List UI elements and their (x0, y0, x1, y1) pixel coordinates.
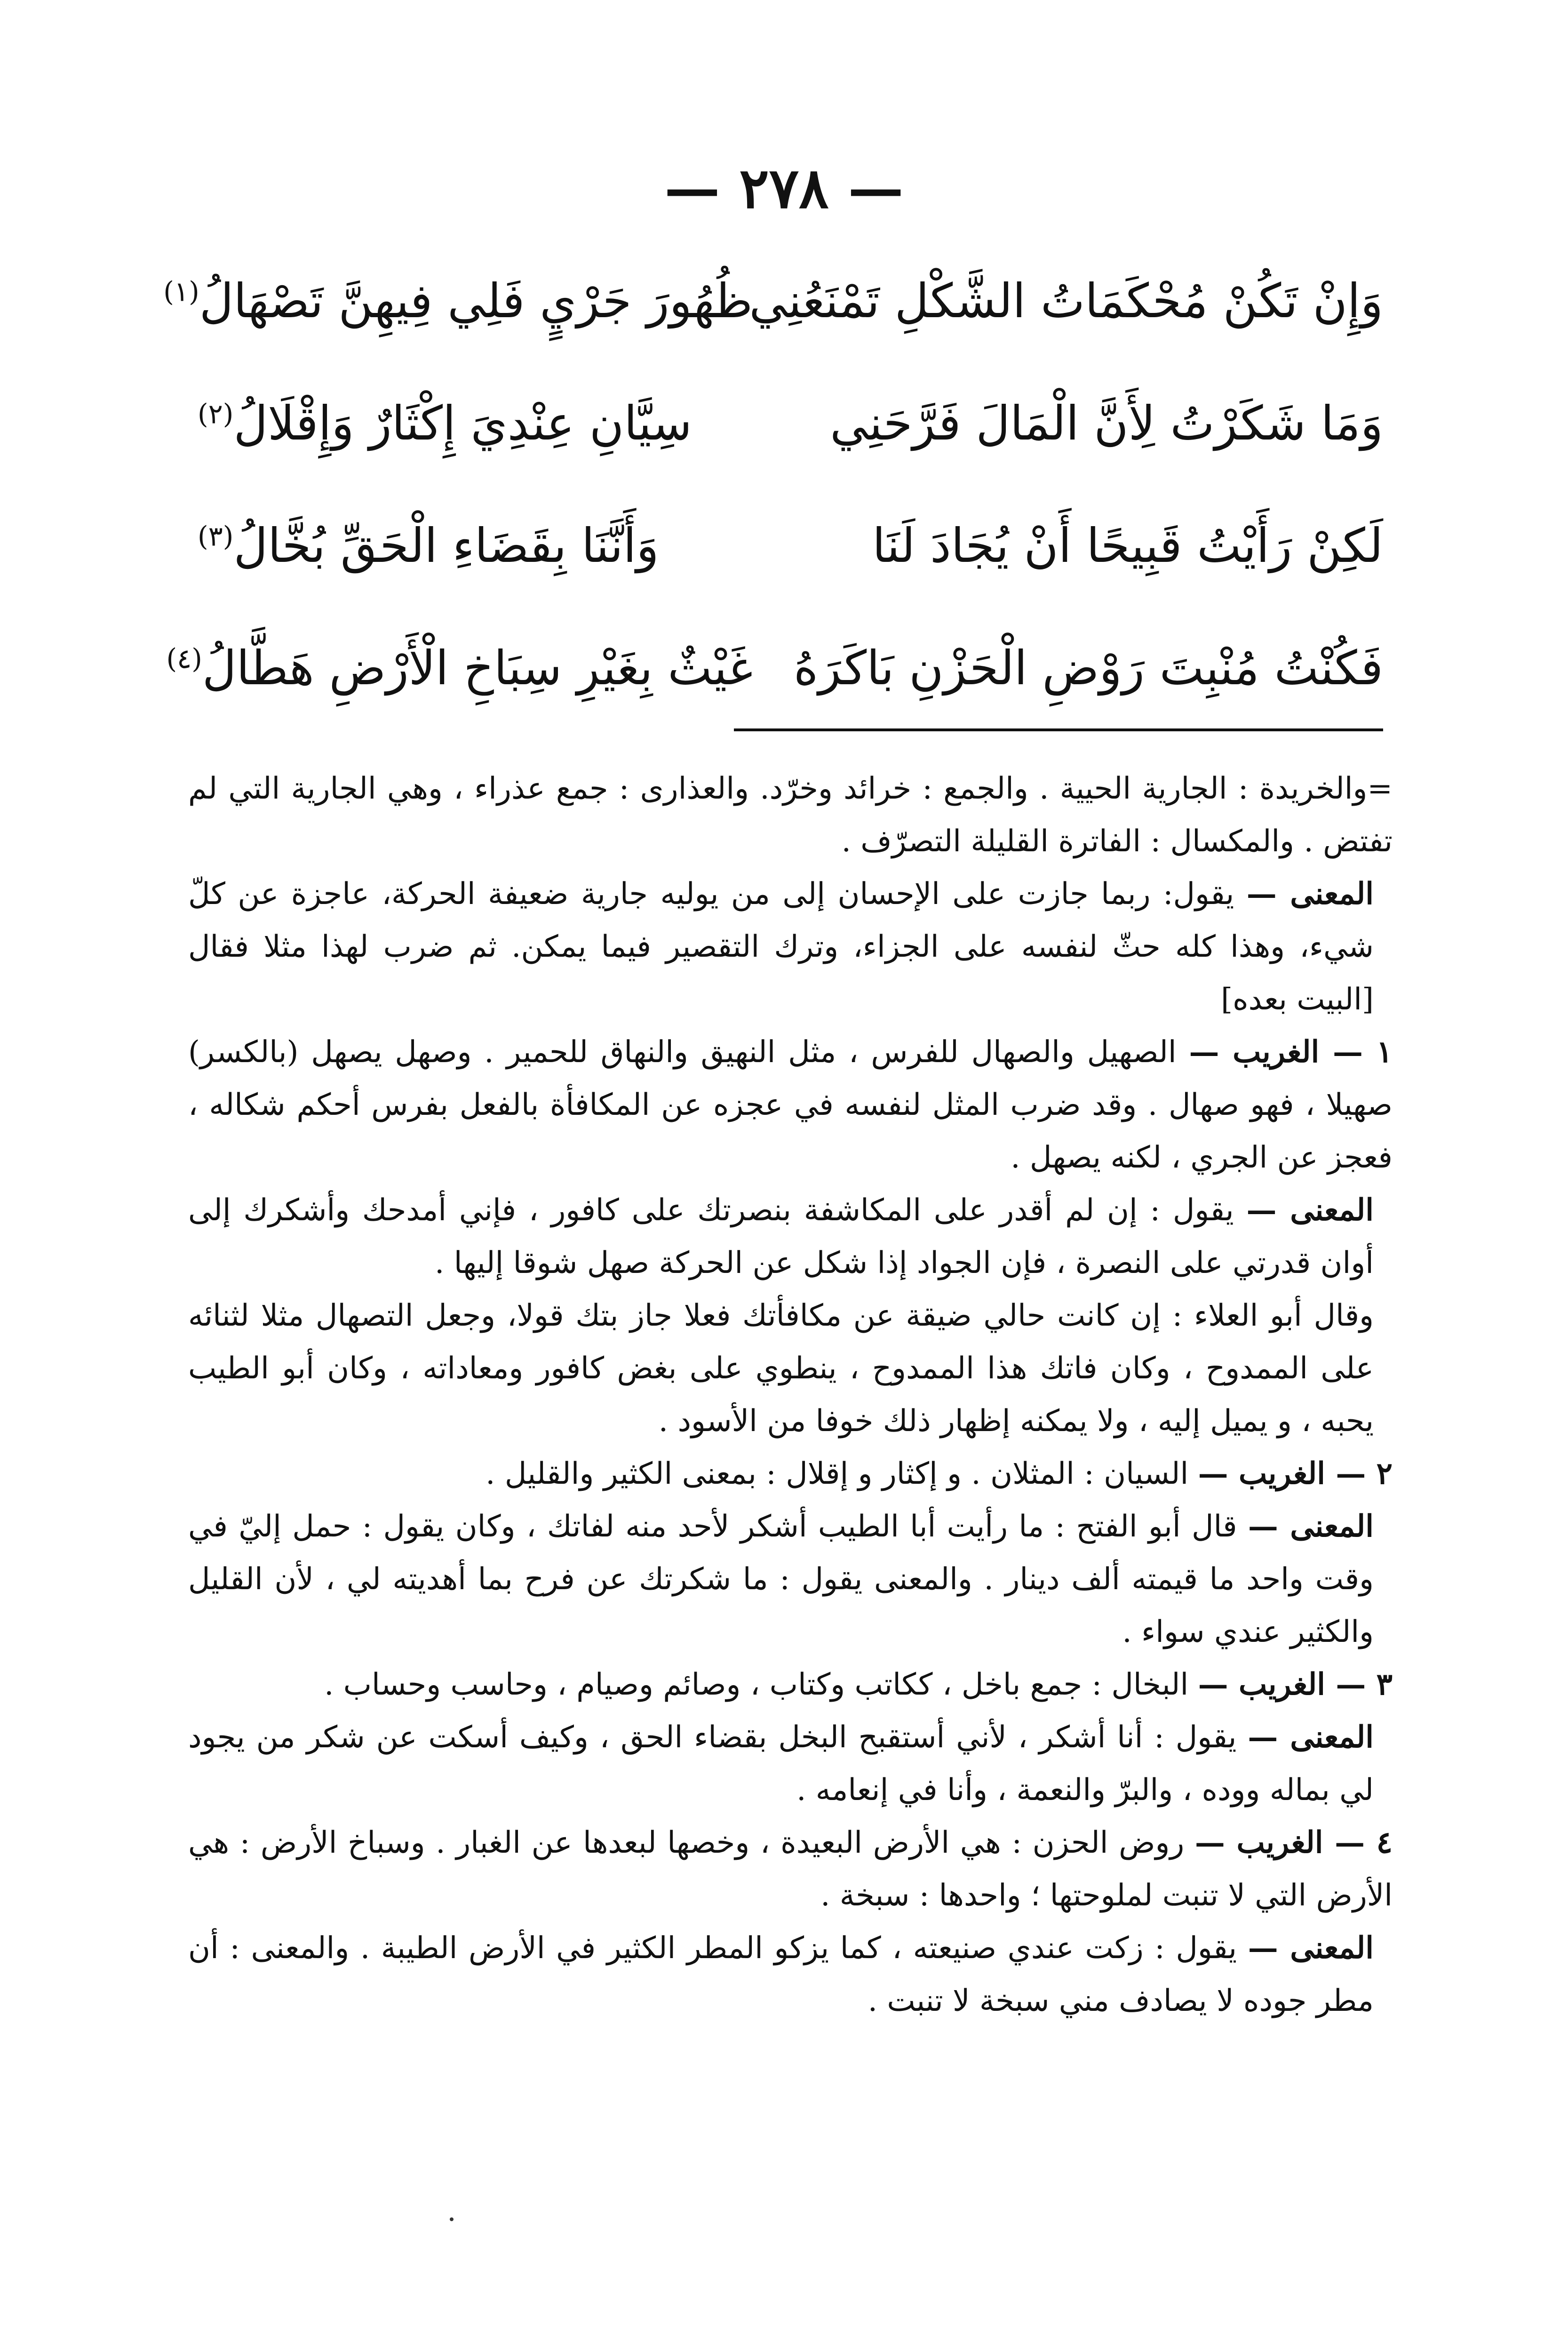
note-heading: المعنى — (1246, 876, 1374, 912)
verse-3 (198, 485, 1383, 607)
note-text: البخال : جمع باخل ، ككاتب وكتاب ، وصائم وصيام ، وحاسب وحساب . (324, 1667, 1189, 1702)
note-heading: المعنى — (1248, 1720, 1374, 1755)
note-text: وقال أبو العلاء : إن كانت حالي ضيقة عن مكافأتك فعلا جاز بتك قولا، وجعل التصهال مثلا لثنائه على الممدوح ، وكان فاتك هذا الممدوح ، ينطوي على بغض كافور ومعاداته ، وكان أبو الطيب يحبه ، و يميل إليه ، ولا يمكنه إظهار ذلك خوفا من الأسود . (188, 1298, 1374, 1439)
note-paragraph (188, 868, 1393, 1026)
note-heading: ٣ — الغريب — (1198, 1667, 1393, 1702)
footnote-ref-4: (٤) (166, 642, 202, 675)
note-paragraph (188, 1500, 1393, 1658)
note-text: يقول : إن لم أقدر على المكاشفة بنصرتك على كافور ، فإني أمدحك وأشكرك إلى أوان قدرتي على النصرة ، فإن الجواد إذا شكل عن الحركة صهل شوقا إليها . (188, 1193, 1374, 1280)
note-paragraph (188, 1922, 1393, 2027)
note-text: يقول : أنا أشكر ، لأني أستقبح البخل بقضاء الحق ، وكيف أسكت عن شكر من يجود لي بماله ووده ، والبرّ والنعمة ، وأنا في إنعامه . (188, 1720, 1374, 1808)
note-paragraph (188, 1026, 1393, 1184)
note-heading: المعنى — (1246, 1192, 1374, 1228)
note-text: الصهيل والصهال للفرس ، مثل النهيق والنهاق للحمير . وصهل يصهل (بالكسر) صهيلا ، فهو صهال . وقد ضرب المثل لنفسه في عجزه عن المكافأة بالفعل بفرس أحكم شكاله ، فعجز عن الجري ، لكنه يصهل . (188, 1035, 1393, 1175)
verse-2 (198, 362, 1383, 485)
verse-4-first-hemistich: فَكُنْتُ مُنْبِتَ رَوْضِ الْحَزْنِ بَاكَرَهُ (793, 640, 1383, 696)
note-paragraph (188, 1289, 1393, 1448)
page-number: — ٢٧٨ — (664, 155, 904, 221)
verse-4-second-hemistich (166, 640, 753, 696)
note-heading: المعنى — (1248, 1509, 1374, 1544)
verse-1-second-hemistich (163, 273, 753, 329)
note-heading: ٢ — الغريب — (1198, 1456, 1393, 1491)
note-text: روض الحزن : هي الأرض البعيدة ، وخصها لبعدها عن الغبار . وسباخ الأرض : هي الأرض التي لا تنبت لملوحتها ؛ واحدها : سبخة . (188, 1825, 1393, 1913)
verse-1-second-text: ظُهُورَ جَرْيٍ فَلِي فِيهِنَّ تَصْهَالُ (199, 273, 753, 328)
note-heading: ٤ — الغريب — (1194, 1825, 1393, 1860)
note-paragraph (188, 1816, 1393, 1922)
note-text: قال أبو الفتح : ما رأيت أبا الطيب أشكر لأحد منه لفاتك ، وكان يقول : حمل إليّ في وقت واحد ما قيمته ألف دينار . والمعنى يقول : ما شكرتك عن فرح بما أهديته لي ، لأن القليل والكثير عندي سواء . (188, 1509, 1374, 1649)
verse-3-first-hemistich: لَكِنْ رَأَيْتُ قَبِيحًا أَنْ يُجَادَ لَنَا (872, 518, 1383, 573)
note-text: يقول : زكت عندي صنيعته ، كما يزكو المطر الكثير في الأرض الطيبة . والمعنى : أن مطر جوده لا يصادف مني سبخة لا تنبت . (188, 1931, 1374, 2018)
footnote-ref-1: (١) (163, 275, 199, 308)
verse-1-first-hemistich: وَإِنْ تَكُنْ مُحْكَمَاتُ الشَّكْلِ تَمْنَعُنِي (749, 273, 1383, 328)
verse-2-first-hemistich: وَمَا شَكَرْتُ لِأَنَّ الْمَالَ فَرَّحَنِي (830, 396, 1383, 451)
note-heading: ١ — الغريب — (1189, 1034, 1393, 1070)
footnote-ref-2: (٢) (198, 398, 234, 430)
note-heading: المعنى — (1248, 1930, 1374, 1966)
note-paragraph (188, 762, 1393, 868)
verse-2-second-hemistich (198, 395, 753, 452)
note-text: =والخريدة : الجارية الحيية . والجمع : خرائد وخرّد. والعذارى : جمع عذراء ، وهي الجارية التي لم تفتض . والمكسال : الفاترة القليلة التصرّف . (188, 771, 1393, 859)
verse-1 (163, 240, 1383, 362)
note-paragraph (188, 1711, 1393, 1816)
note-paragraph (188, 1658, 1393, 1711)
note-paragraph (188, 1184, 1393, 1289)
verse-3-second-text: وَأَنَّنَا بِقَضَاءِ الْحَقِّ بُخَّالُ (233, 518, 659, 573)
note-text: السيان : المثلان . و إكثار و إقلال : بمعنى الكثير والقليل . (486, 1456, 1189, 1491)
scan-speck (450, 2217, 454, 2221)
note-paragraph (188, 1448, 1393, 1500)
verse-4 (166, 607, 1383, 729)
verse-4-second-text: غَيْثٌ بِغَيْرِ سِبَاخِ الْأَرْضِ هَطَّالُ (202, 640, 753, 696)
verse-3-second-hemistich (198, 518, 753, 574)
footnote-separator-rule (734, 728, 1383, 731)
commentary-notes (188, 762, 1393, 2027)
verse-2-second-text: سِيَّانِ عِنْدِيَ إِكْثَارٌ وَإِقْلَالُ (233, 396, 692, 451)
note-text: يقول: ربما جازت على الإحسان إلى من يوليه جارية ضعيفة الحركة، عاجزة عن كلّ شيء، وهذا كله حثّ لنفسه على الجزاء، وترك التقصير فيما يمكن. ثم ضرب لهذا مثلا فقال [البيت بعده] (188, 877, 1374, 1017)
footnote-ref-3: (٣) (198, 520, 234, 552)
poem-verses (163, 240, 1383, 729)
